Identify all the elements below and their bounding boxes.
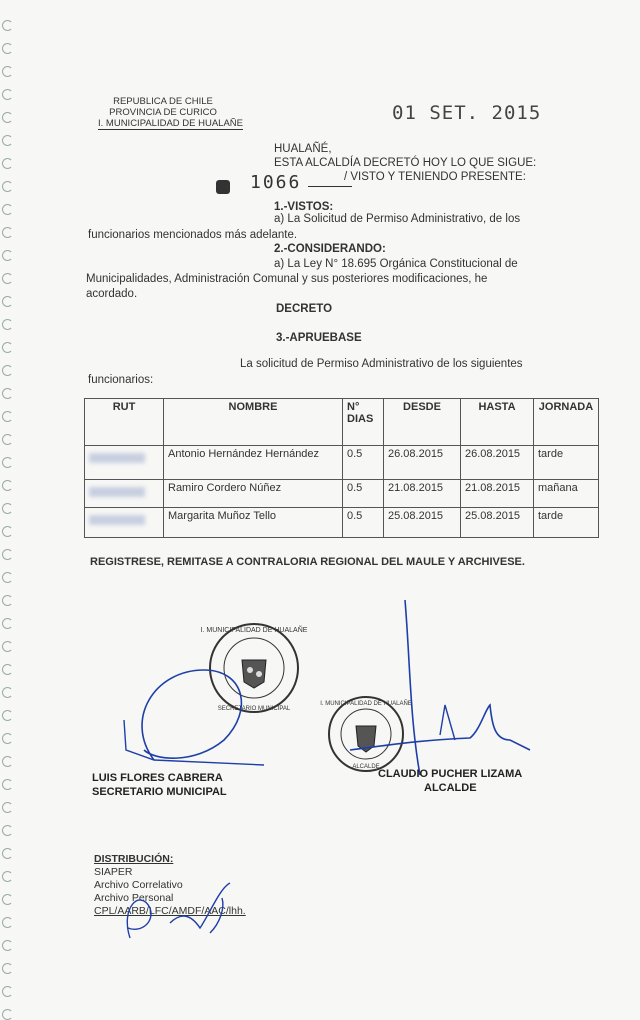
cell-hasta: 25.08.2015 <box>461 508 534 538</box>
signer-left-title: SECRETARIO MUNICIPAL <box>92 786 227 798</box>
cell-hasta: 26.08.2015 <box>461 446 534 480</box>
distribution-item: Archivo Correlativo <box>94 879 183 891</box>
rut-redacted <box>85 480 164 508</box>
rut-redacted <box>85 446 164 480</box>
cell-jornada: tarde <box>534 508 599 538</box>
cell-desde: 26.08.2015 <box>384 446 461 480</box>
cell-jornada: tarde <box>534 446 599 480</box>
decreto-heading: DECRETO <box>276 303 333 315</box>
initials-scribble <box>110 868 260 948</box>
distribution-item: SIAPER <box>94 866 133 878</box>
date-stamp: 01 SET. 2015 <box>392 102 542 124</box>
letterhead-province: PROVINCIA DE CURICO <box>109 107 217 118</box>
distribution-item: Archivo Personal <box>94 892 174 904</box>
table-row <box>85 508 599 538</box>
place-line: HUALAÑÉ, <box>274 143 332 155</box>
seal-subtext: ALCALDE <box>352 764 380 770</box>
vistos-title: 1.-VISTOS: <box>274 201 334 213</box>
col-desde: DESDE <box>384 399 461 446</box>
solicitud-text-2: funcionarios: <box>88 374 154 386</box>
cell-dias: 0.5 <box>343 508 384 538</box>
seal-subtext: SECRETARIO MUNICIPAL <box>217 706 291 712</box>
visto-line: / VISTO Y TENIENDO PRESENTE: <box>344 171 526 183</box>
apruebase-heading: 3.-APRUEBASE <box>276 332 362 344</box>
solicitud-text-1: La solicitud de Permiso Administrativo de los siguientes <box>240 358 523 370</box>
registrese-line: REGISTRESE, REMITASE A CONTRALORIA REGIONAL DEL MAULE Y ARCHIVESE. <box>90 556 525 568</box>
col-dias: N° DIAS <box>343 399 384 446</box>
cell-jornada: mañana <box>534 480 599 508</box>
table-row <box>85 480 599 508</box>
considerando-text-1: a) La Ley N° 18.695 Orgánica Constitucional de <box>274 258 518 270</box>
signer-right-name: CLAUDIO PUCHER LIZAMA <box>378 768 523 780</box>
seal-text: I. MUNICIPALIDAD DE HUALAÑE <box>320 701 412 707</box>
col-hasta: HASTA <box>461 399 534 446</box>
cell-desde: 21.08.2015 <box>384 480 461 508</box>
col-rut: RUT <box>85 399 164 446</box>
decree-number: 1066 <box>250 172 302 193</box>
vistos-text-2: funcionarios mencionados más adelante. <box>88 229 298 241</box>
signer-left-name: LUIS FLORES CABRERA <box>92 772 223 784</box>
rut-redacted <box>85 508 164 538</box>
considerando-text-3: acordado. <box>86 288 138 300</box>
distribution-item: CPL/AARB/LFC/AMDF/AAC/lhh. <box>94 905 246 917</box>
cell-nombre: Antonio Hernández Hernández <box>164 446 343 480</box>
stamp-mark <box>216 180 230 194</box>
cell-desde: 25.08.2015 <box>384 508 461 538</box>
table-header-row <box>85 399 599 446</box>
considerando-title: 2.-CONSIDERANDO: <box>274 243 386 255</box>
table-row <box>85 446 599 480</box>
letterhead-municipality: I. MUNICIPALIDAD DE HUALAÑE <box>98 118 243 129</box>
col-jornada: JORNADA <box>534 399 599 446</box>
vistos-text-1: a) La Solicitud de Permiso Administrativo, de los <box>274 213 521 225</box>
considerando-text-2: Municipalidades, Administración Comunal y sus posteriores modificaciones, he <box>86 273 488 285</box>
cell-dias: 0.5 <box>343 446 384 480</box>
letterhead-country: REPUBLICA DE CHILE <box>113 96 213 107</box>
decree-line: ESTA ALCALDÍA DECRETÓ HOY LO QUE SIGUE: <box>274 157 537 169</box>
cell-nombre: Margarita Muñoz Tello <box>164 508 343 538</box>
letterhead <box>98 96 243 130</box>
cell-nombre: Ramiro Cordero Núñez <box>164 480 343 508</box>
cell-dias: 0.5 <box>343 480 384 508</box>
distribution-title: DISTRIBUCIÓN: <box>94 853 174 865</box>
cell-hasta: 21.08.2015 <box>461 480 534 508</box>
signer-right-title: ALCALDE <box>424 782 477 794</box>
permits-table <box>84 398 599 538</box>
spiral-binding <box>2 20 16 970</box>
signature-secretary <box>114 640 274 780</box>
col-nombre: NOMBRE <box>164 399 343 446</box>
seal-text: I. MUNICIPALIDAD DE HUALAÑE <box>200 627 308 634</box>
number-underline <box>308 186 352 187</box>
